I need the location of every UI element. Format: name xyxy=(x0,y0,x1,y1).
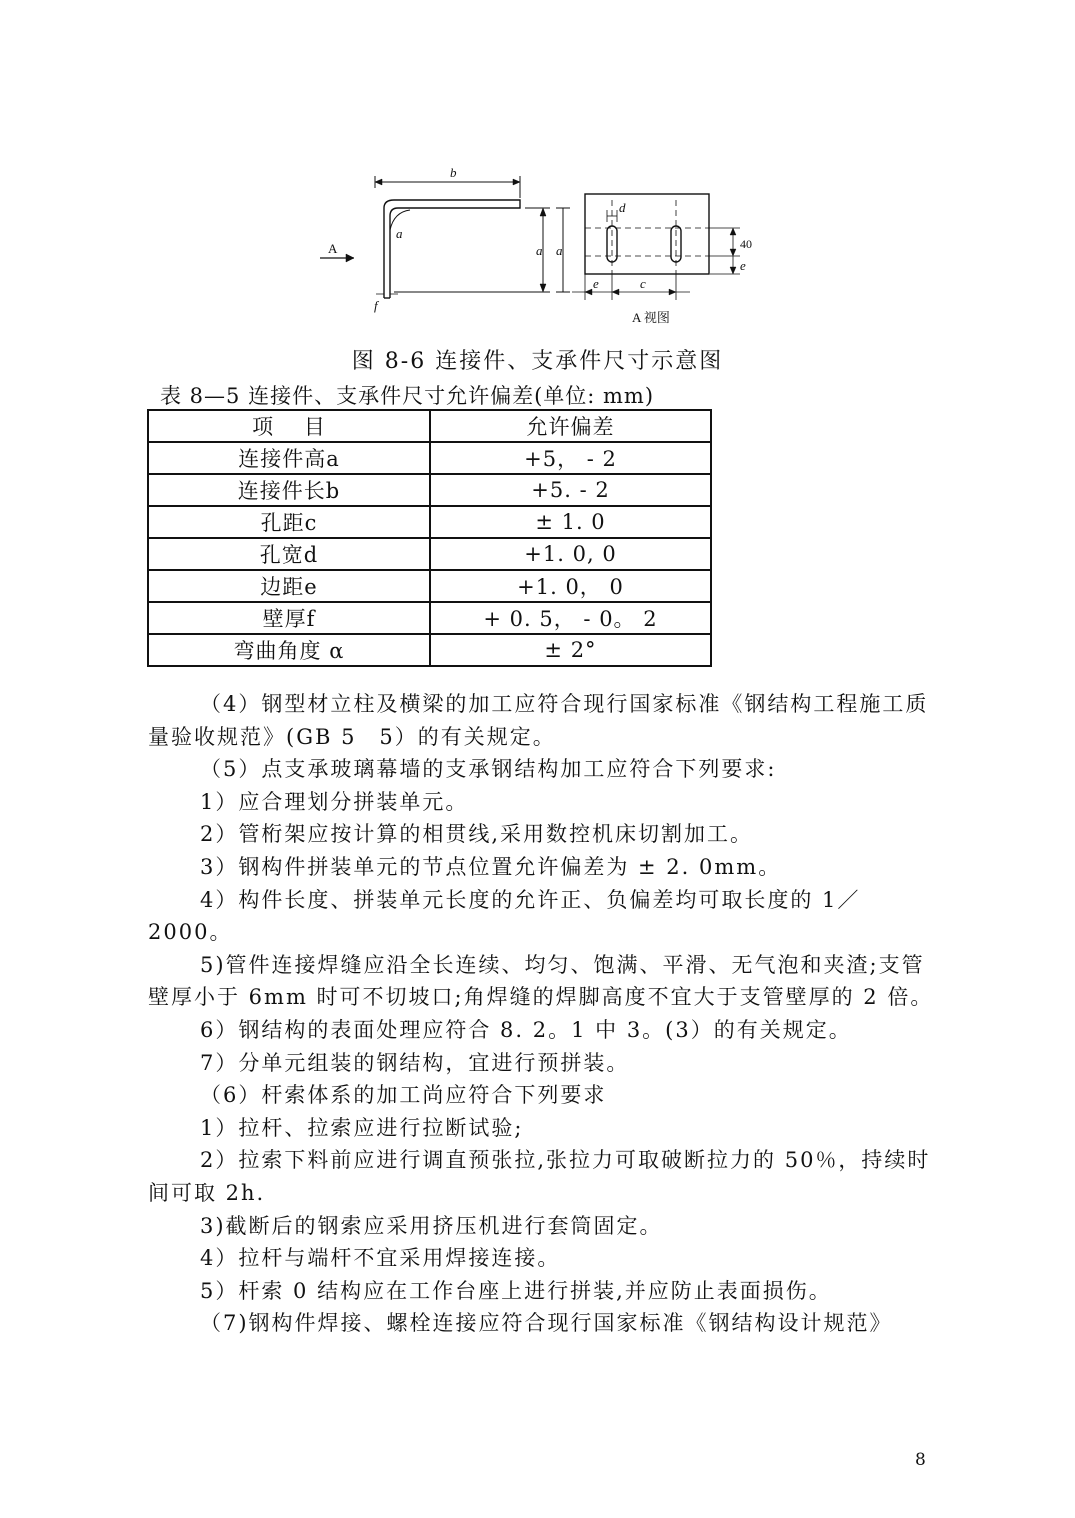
table-cell: 壁厚f xyxy=(148,602,430,634)
table-row xyxy=(148,570,711,602)
table-header-item: 项 目 xyxy=(148,410,430,442)
label-e-right: e xyxy=(740,258,746,273)
table-cell: 连接件长b xyxy=(148,474,430,506)
paragraph: （6）杆索体系的加工尚应符合下列要求 xyxy=(200,1083,607,1108)
table-row xyxy=(148,538,711,570)
table-cell: 孔距c xyxy=(148,506,430,538)
figure-caption: 图 8-6 连接件、支承件尺寸示意图 xyxy=(351,349,724,374)
label-a-dim: a xyxy=(536,243,543,258)
table-header-tolerance: 允许偏差 xyxy=(430,410,711,442)
table-cell: 边距e xyxy=(148,570,430,602)
paragraph: 2）管桁架应按计算的相贯线,采用数控机床切割加工。 xyxy=(200,822,754,847)
table-cell: 孔宽d xyxy=(148,538,430,570)
tolerance-table xyxy=(147,409,712,667)
body-text xyxy=(148,688,938,1340)
paragraph: （4）钢型材立柱及横梁的加工应符合现行国家标准《钢结构工程施工质量验收规范》(GB 5 5）的有关规定。 xyxy=(148,692,929,749)
table-caption: 表 8—5 连接件、支承件尺寸允许偏差(单位: mm) xyxy=(160,384,655,408)
paragraph: 2）拉索下料前应进行调直预张拉,张拉力可取破断拉力的 50％，持续时间可取 2h. xyxy=(148,1148,931,1205)
label-f: f xyxy=(374,298,378,313)
label-40: 40 xyxy=(740,237,752,251)
table-cell: +1. 0, 0 xyxy=(430,538,711,570)
paragraph: 5)管件连接焊缝应沿全长连续、均匀、饱满、平滑、无气泡和夹渣;支管壁厚小于 6mm 时可不切坡口;角焊缝的焊脚高度不宜大于支管壁厚的 2 倍。 xyxy=(148,952,934,1010)
paragraph: 3）钢构件拼装单元的节点位置允许偏差为 ± 2. 0mm。 xyxy=(200,854,782,879)
label-a-view: A 视图 xyxy=(632,310,670,325)
table-row xyxy=(148,602,711,634)
table-row xyxy=(148,634,711,666)
page-number: 8 xyxy=(915,1450,926,1470)
table-cell: 连接件高a xyxy=(148,442,430,474)
label-b: b xyxy=(450,165,457,180)
paragraph: 5）杆索 0 结构应在工作台座上进行拼装,并应防止表面损伤。 xyxy=(200,1278,832,1303)
table-row xyxy=(148,506,711,538)
paragraph: （7)钢构件焊接、螺栓连接应符合现行国家标准《钢结构设计规范》 xyxy=(200,1311,893,1336)
paragraph: 7）分单元组装的钢结构，宜进行预拼装。 xyxy=(200,1050,630,1075)
table-row xyxy=(148,474,711,506)
table-cell: ± 2° xyxy=(430,634,711,666)
table-cell: +1. 0， 0 xyxy=(430,570,711,602)
table-header-row xyxy=(148,410,711,442)
paragraph: 4）拉杆与端杆不宜采用焊接连接。 xyxy=(200,1246,561,1271)
table-cell: +5. - 2 xyxy=(430,474,711,506)
paragraph: 1）拉杆、拉索应进行拉断试验; xyxy=(200,1115,524,1140)
label-e-bottom: e xyxy=(593,276,599,291)
label-c: c xyxy=(640,276,646,291)
paragraph: 1）应合理划分拼装单元。 xyxy=(200,789,469,814)
paragraph: 6）钢结构的表面处理应符合 8. 2。1 中 3。(3）的有关规定。 xyxy=(200,1017,852,1042)
table-row xyxy=(148,442,711,474)
label-d: d xyxy=(619,200,626,215)
paragraph: 4）构件长度、拼装单元长度的允许正、负偏差均可取长度的 1／2000。 xyxy=(148,887,861,945)
figure-8-6 xyxy=(310,160,760,335)
label-arrow-a: A xyxy=(328,241,338,256)
table-cell: +5， - 2 xyxy=(430,442,711,474)
label-a-dim-2: a xyxy=(556,243,563,258)
paragraph: （5）点支承玻璃幕墙的支承钢结构加工应符合下列要求: xyxy=(200,757,777,782)
paragraph: 3)截断后的钢索应采用挤压机进行套筒固定。 xyxy=(200,1213,663,1238)
table-cell: 弯曲角度 α xyxy=(148,634,430,666)
connector-dimension-diagram xyxy=(310,160,760,335)
table-cell: ± 1. 0 xyxy=(430,506,711,538)
label-alpha: a xyxy=(396,226,403,241)
table-cell: + 0. 5， - 0。 2 xyxy=(430,602,711,634)
